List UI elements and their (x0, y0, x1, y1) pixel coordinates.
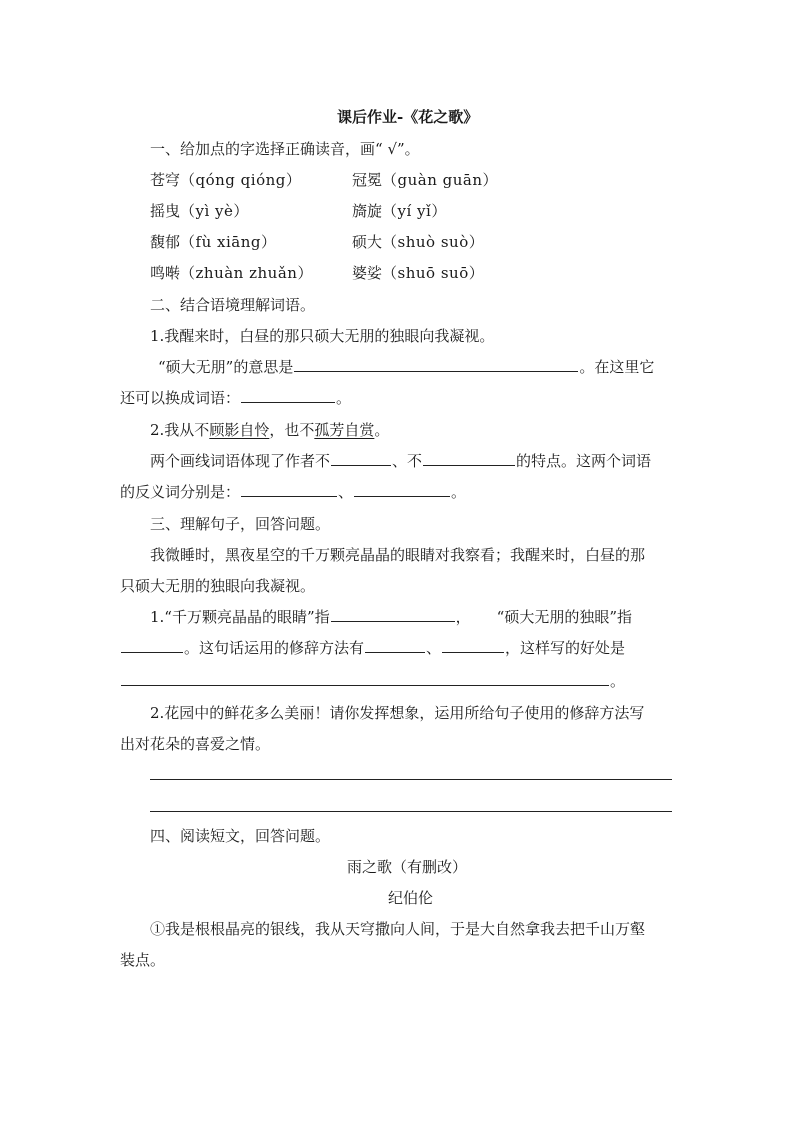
underlined-word: 顾影自怜 (209, 421, 270, 439)
q3-question-1: 1.“千万颗亮晶晶的眼睛”指 ， “硕大无朋的独眼”指 (150, 608, 633, 626)
answer-blank[interactable] (354, 482, 450, 497)
q2-line: 还可以换成词语： 。 (120, 389, 352, 407)
answer-line[interactable] (150, 779, 672, 780)
q1-item-word: 硕大（shuò suò） (352, 233, 485, 251)
answer-blank[interactable] (121, 638, 183, 653)
q1-item-word: 旖旋（yí yǐ） (352, 202, 447, 220)
answer-blank[interactable] (331, 451, 391, 466)
underlined-word: 孤芳自赏 (314, 421, 375, 439)
q1-item-word: 馥郁（fù xiāng） (150, 233, 277, 251)
q3-passage: 只硕大无朋的独眼向我凝视。 (120, 577, 316, 595)
q2-line: “硕大无朋”的意思是 。在这里它 (158, 358, 655, 376)
q1-item-word: 婆娑（shuō suō） (352, 264, 485, 282)
q2-line: 的反义词分别是： 、 。 (120, 483, 467, 501)
answer-blank[interactable] (331, 607, 455, 622)
answer-blank[interactable] (294, 357, 578, 372)
answer-blank[interactable] (365, 638, 425, 653)
q1-item-word: 苍穹（qóng qióng） (150, 171, 302, 189)
q3-question-2: 出对花朵的喜爱之情。 (120, 735, 271, 753)
answer-blank[interactable] (423, 451, 515, 466)
q1-heading: 一、给加点的字选择正确读音，画“ √”。 (150, 140, 420, 158)
answer-blank[interactable] (121, 671, 609, 686)
article-paragraph: ①我是根根晶亮的银线，我从天穹撒向人间，于是大自然拿我去把千山万壑 (150, 920, 646, 938)
q2-line: 两个画线词语体现了作者不 、不 的特点。这两个词语 (150, 452, 652, 470)
q2-heading: 二、结合语境理解词语。 (150, 296, 316, 314)
article-author: 纪伯伦 (388, 889, 434, 907)
q1-item-word: 鸣啭（zhuàn zhuǎn） (150, 264, 313, 282)
article-paragraph: 装点。 (120, 951, 166, 969)
answer-line[interactable] (150, 811, 672, 812)
article-title: 雨之歌（有删改） (347, 858, 468, 876)
q2-sentence-1: 1.我醒来时，白昼的那只硕大无朋的独眼向我凝视。 (150, 327, 495, 345)
q1-item-word: 冠冕（guàn guān） (352, 171, 499, 189)
q2-sentence-2: 2.我从不顾影自怜，也不孤芳自赏。 (150, 421, 390, 439)
q3-question-2: 2.花园中的鲜花多么美丽！请你发挥想象，运用所给句子使用的修辞方法写 (150, 704, 645, 722)
q3-passage: 我微睡时，黑夜星空的千万颗亮晶晶的眼睛对我察看；我醒来时，白昼的那 (150, 546, 646, 564)
q1-item-word: 摇曳（yì yè） (150, 202, 249, 220)
page-title: 课后作业-《花之歌》 (337, 108, 479, 126)
q3-heading: 三、理解句子，回答问题。 (150, 515, 331, 533)
q4-heading: 四、阅读短文，回答问题。 (150, 827, 331, 845)
answer-blank[interactable] (442, 638, 504, 653)
answer-blank[interactable] (241, 482, 337, 497)
answer-blank[interactable] (241, 388, 335, 403)
q3-question-1: 。这句话运用的修辞方法有 、 ，这样写的好处是 (120, 638, 625, 658)
q3-question-1: 。 (120, 671, 625, 691)
